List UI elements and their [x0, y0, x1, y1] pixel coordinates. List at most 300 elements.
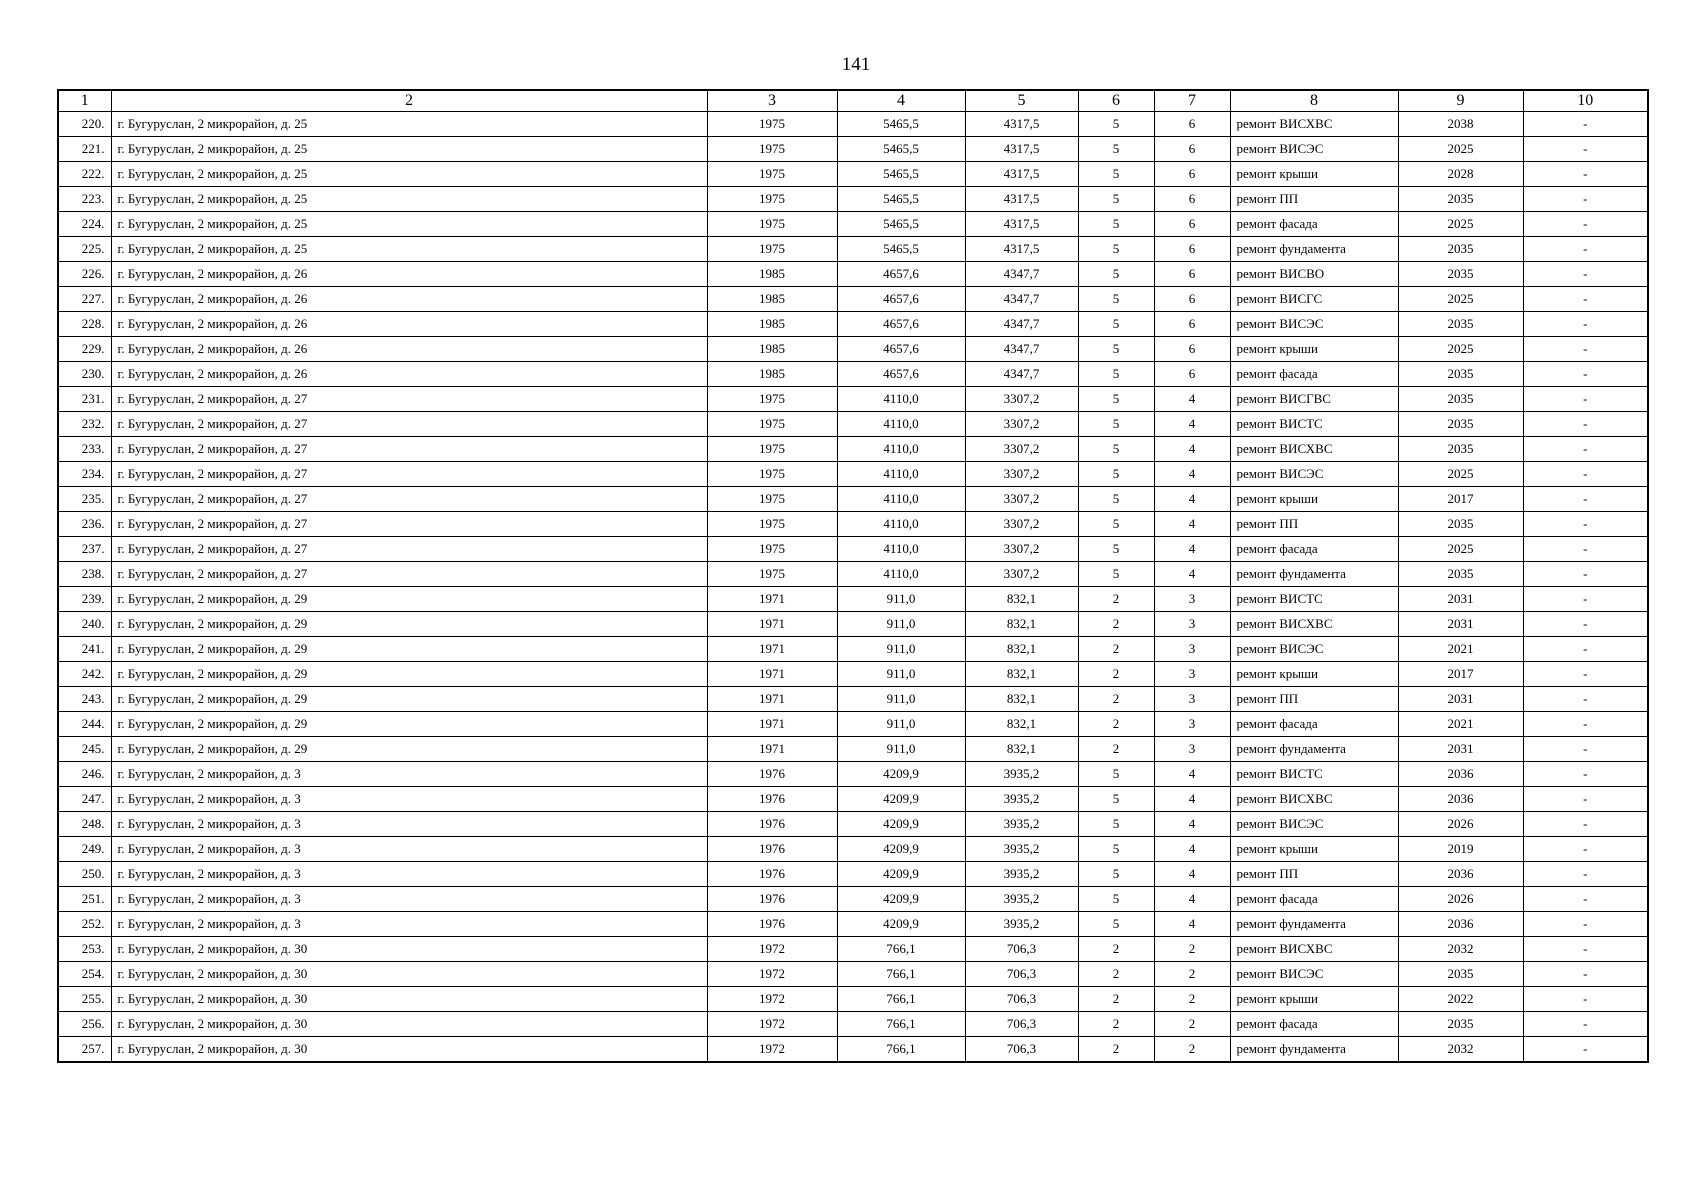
cell-floors: 2	[1078, 687, 1154, 712]
table-row	[58, 537, 1648, 562]
cell-floors: 5	[1078, 212, 1154, 237]
cell-note: -	[1523, 687, 1648, 712]
table-row	[58, 637, 1648, 662]
cell-note: -	[1523, 962, 1648, 987]
page-number: 141	[841, 54, 871, 75]
cell-entrances: 4	[1154, 537, 1230, 562]
cell-total-area: 911,0	[837, 637, 965, 662]
cell-row-number: 226.	[58, 262, 111, 287]
cell-build-year: 1985	[707, 362, 837, 387]
cell-work-type: ремонт ВИСХВС	[1230, 437, 1398, 462]
cell-work-type: ремонт ВИСЭС	[1230, 637, 1398, 662]
cell-note: -	[1523, 837, 1648, 862]
cell-row-number: 254.	[58, 962, 111, 987]
cell-entrances: 3	[1154, 712, 1230, 737]
cell-address: г. Бугуруслан, 2 микрорайон, д. 3	[111, 762, 707, 787]
cell-entrances: 6	[1154, 337, 1230, 362]
cell-planned-year: 2035	[1398, 237, 1523, 262]
table-row	[58, 562, 1648, 587]
cell-work-type: ремонт ВИСХВС	[1230, 937, 1398, 962]
cell-address: г. Бугуруслан, 2 микрорайон, д. 30	[111, 962, 707, 987]
cell-entrances: 4	[1154, 912, 1230, 937]
cell-row-number: 242.	[58, 662, 111, 687]
table-row	[58, 237, 1648, 262]
cell-total-area: 911,0	[837, 587, 965, 612]
cell-build-year: 1975	[707, 112, 837, 137]
cell-planned-year: 2035	[1398, 512, 1523, 537]
cell-build-year: 1971	[707, 587, 837, 612]
cell-entrances: 4	[1154, 512, 1230, 537]
cell-planned-year: 2017	[1398, 487, 1523, 512]
cell-floors: 5	[1078, 262, 1154, 287]
table-row	[58, 462, 1648, 487]
cell-row-number: 220.	[58, 112, 111, 137]
cell-address: г. Бугуруслан, 2 микрорайон, д. 26	[111, 287, 707, 312]
cell-work-type: ремонт ПП	[1230, 187, 1398, 212]
cell-work-type: ремонт фундамента	[1230, 737, 1398, 762]
cell-entrances: 4	[1154, 762, 1230, 787]
table-row	[58, 712, 1648, 737]
cell-floors: 5	[1078, 312, 1154, 337]
cell-build-year: 1975	[707, 487, 837, 512]
cell-build-year: 1971	[707, 662, 837, 687]
cell-floors: 5	[1078, 862, 1154, 887]
cell-planned-year: 2036	[1398, 862, 1523, 887]
cell-planned-year: 2026	[1398, 812, 1523, 837]
table-row	[58, 312, 1648, 337]
cell-total-area: 4657,6	[837, 262, 965, 287]
cell-total-area: 4110,0	[837, 487, 965, 512]
cell-build-year: 1975	[707, 562, 837, 587]
cell-work-type: ремонт ПП	[1230, 862, 1398, 887]
cell-work-type: ремонт фасада	[1230, 1012, 1398, 1037]
cell-living-area: 832,1	[965, 687, 1078, 712]
cell-address: г. Бугуруслан, 2 микрорайон, д. 29	[111, 637, 707, 662]
cell-entrances: 6	[1154, 287, 1230, 312]
column-header: 5	[965, 90, 1078, 112]
cell-address: г. Бугуруслан, 2 микрорайон, д. 29	[111, 687, 707, 712]
cell-work-type: ремонт фундамента	[1230, 1037, 1398, 1063]
table-row	[58, 262, 1648, 287]
cell-build-year: 1976	[707, 887, 837, 912]
cell-build-year: 1976	[707, 862, 837, 887]
cell-planned-year: 2025	[1398, 287, 1523, 312]
table-row	[58, 962, 1648, 987]
cell-living-area: 706,3	[965, 1037, 1078, 1063]
cell-work-type: ремонт ВИСЭС	[1230, 137, 1398, 162]
table-row	[58, 862, 1648, 887]
cell-row-number: 228.	[58, 312, 111, 337]
table-row	[58, 112, 1648, 137]
cell-work-type: ремонт ПП	[1230, 512, 1398, 537]
cell-row-number: 245.	[58, 737, 111, 762]
table-row	[58, 887, 1648, 912]
cell-floors: 2	[1078, 737, 1154, 762]
cell-total-area: 5465,5	[837, 137, 965, 162]
cell-note: -	[1523, 912, 1648, 937]
cell-note: -	[1523, 612, 1648, 637]
cell-total-area: 4110,0	[837, 437, 965, 462]
table-row	[58, 1012, 1648, 1037]
table-row	[58, 937, 1648, 962]
cell-total-area: 4657,6	[837, 362, 965, 387]
cell-note: -	[1523, 637, 1648, 662]
cell-entrances: 4	[1154, 462, 1230, 487]
cell-build-year: 1971	[707, 712, 837, 737]
cell-entrances: 4	[1154, 412, 1230, 437]
table-row	[58, 837, 1648, 862]
cell-build-year: 1975	[707, 437, 837, 462]
cell-work-type: ремонт ВИСГВС	[1230, 387, 1398, 412]
cell-build-year: 1975	[707, 187, 837, 212]
cell-address: г. Бугуруслан, 2 микрорайон, д. 29	[111, 587, 707, 612]
cell-row-number: 248.	[58, 812, 111, 837]
cell-build-year: 1976	[707, 912, 837, 937]
table-row	[58, 412, 1648, 437]
cell-work-type: ремонт ВИСТС	[1230, 587, 1398, 612]
cell-floors: 5	[1078, 412, 1154, 437]
table-row	[58, 512, 1648, 537]
cell-row-number: 225.	[58, 237, 111, 262]
cell-build-year: 1985	[707, 312, 837, 337]
cell-planned-year: 2025	[1398, 462, 1523, 487]
cell-work-type: ремонт ВИСТС	[1230, 412, 1398, 437]
cell-work-type: ремонт ВИСХВС	[1230, 112, 1398, 137]
cell-work-type: ремонт ВИСВО	[1230, 262, 1398, 287]
cell-planned-year: 2026	[1398, 887, 1523, 912]
cell-address: г. Бугуруслан, 2 микрорайон, д. 25	[111, 237, 707, 262]
cell-address: г. Бугуруслан, 2 микрорайон, д. 27	[111, 387, 707, 412]
cell-row-number: 229.	[58, 337, 111, 362]
cell-entrances: 4	[1154, 862, 1230, 887]
cell-entrances: 6	[1154, 212, 1230, 237]
cell-build-year: 1971	[707, 737, 837, 762]
cell-total-area: 4657,6	[837, 287, 965, 312]
cell-floors: 5	[1078, 337, 1154, 362]
cell-entrances: 4	[1154, 812, 1230, 837]
cell-planned-year: 2038	[1398, 112, 1523, 137]
cell-entrances: 6	[1154, 137, 1230, 162]
cell-entrances: 6	[1154, 362, 1230, 387]
cell-floors: 5	[1078, 187, 1154, 212]
cell-total-area: 4209,9	[837, 762, 965, 787]
cell-living-area: 3307,2	[965, 412, 1078, 437]
cell-work-type: ремонт фасада	[1230, 887, 1398, 912]
cell-living-area: 3307,2	[965, 462, 1078, 487]
cell-note: -	[1523, 987, 1648, 1012]
cell-row-number: 224.	[58, 212, 111, 237]
cell-address: г. Бугуруслан, 2 микрорайон, д. 25	[111, 162, 707, 187]
cell-floors: 5	[1078, 487, 1154, 512]
cell-planned-year: 2032	[1398, 937, 1523, 962]
cell-entrances: 6	[1154, 312, 1230, 337]
cell-living-area: 4347,7	[965, 312, 1078, 337]
table-row	[58, 612, 1648, 637]
cell-work-type: ремонт фасада	[1230, 537, 1398, 562]
cell-row-number: 250.	[58, 862, 111, 887]
cell-planned-year: 2025	[1398, 337, 1523, 362]
table-row	[58, 337, 1648, 362]
cell-note: -	[1523, 262, 1648, 287]
cell-entrances: 3	[1154, 612, 1230, 637]
cell-address: г. Бугуруслан, 2 микрорайон, д. 25	[111, 187, 707, 212]
cell-note: -	[1523, 312, 1648, 337]
cell-row-number: 239.	[58, 587, 111, 612]
cell-work-type: ремонт ВИСГС	[1230, 287, 1398, 312]
table-row	[58, 812, 1648, 837]
cell-build-year: 1985	[707, 287, 837, 312]
cell-living-area: 3935,2	[965, 912, 1078, 937]
cell-build-year: 1972	[707, 987, 837, 1012]
cell-build-year: 1975	[707, 212, 837, 237]
cell-planned-year: 2036	[1398, 787, 1523, 812]
cell-planned-year: 2035	[1398, 362, 1523, 387]
cell-work-type: ремонт ВИСТС	[1230, 762, 1398, 787]
cell-row-number: 235.	[58, 487, 111, 512]
cell-row-number: 234.	[58, 462, 111, 487]
cell-note: -	[1523, 412, 1648, 437]
cell-build-year: 1972	[707, 1012, 837, 1037]
cell-total-area: 766,1	[837, 937, 965, 962]
column-header: 9	[1398, 90, 1523, 112]
cell-planned-year: 2025	[1398, 212, 1523, 237]
cell-row-number: 240.	[58, 612, 111, 637]
cell-living-area: 3935,2	[965, 787, 1078, 812]
cell-living-area: 4317,5	[965, 162, 1078, 187]
table-row	[58, 212, 1648, 237]
cell-total-area: 4209,9	[837, 812, 965, 837]
cell-address: г. Бугуруслан, 2 микрорайон, д. 26	[111, 362, 707, 387]
cell-row-number: 256.	[58, 1012, 111, 1037]
cell-build-year: 1976	[707, 812, 837, 837]
cell-work-type: ремонт ПП	[1230, 687, 1398, 712]
cell-work-type: ремонт ВИСХВС	[1230, 612, 1398, 637]
table-row	[58, 787, 1648, 812]
cell-address: г. Бугуруслан, 2 микрорайон, д. 27	[111, 437, 707, 462]
cell-entrances: 6	[1154, 187, 1230, 212]
cell-work-type: ремонт фундамента	[1230, 912, 1398, 937]
cell-address: г. Бугуруслан, 2 микрорайон, д. 27	[111, 562, 707, 587]
cell-total-area: 766,1	[837, 1012, 965, 1037]
cell-work-type: ремонт ВИСЭС	[1230, 812, 1398, 837]
cell-address: г. Бугуруслан, 2 микрорайон, д. 30	[111, 1037, 707, 1063]
cell-total-area: 4657,6	[837, 337, 965, 362]
cell-floors: 2	[1078, 587, 1154, 612]
cell-entrances: 4	[1154, 387, 1230, 412]
table-row	[58, 287, 1648, 312]
cell-build-year: 1971	[707, 637, 837, 662]
cell-build-year: 1972	[707, 937, 837, 962]
cell-floors: 5	[1078, 137, 1154, 162]
cell-note: -	[1523, 537, 1648, 562]
table-body	[58, 112, 1648, 1063]
cell-address: г. Бугуруслан, 2 микрорайон, д. 26	[111, 312, 707, 337]
cell-planned-year: 2022	[1398, 987, 1523, 1012]
cell-total-area: 911,0	[837, 687, 965, 712]
cell-living-area: 832,1	[965, 712, 1078, 737]
cell-floors: 2	[1078, 1012, 1154, 1037]
cell-address: г. Бугуруслан, 2 микрорайон, д. 27	[111, 512, 707, 537]
cell-total-area: 911,0	[837, 612, 965, 637]
cell-planned-year: 2035	[1398, 187, 1523, 212]
cell-note: -	[1523, 187, 1648, 212]
cell-entrances: 2	[1154, 1012, 1230, 1037]
cell-planned-year: 2019	[1398, 837, 1523, 862]
cell-living-area: 832,1	[965, 637, 1078, 662]
cell-floors: 5	[1078, 387, 1154, 412]
cell-floors: 5	[1078, 162, 1154, 187]
cell-work-type: ремонт ВИСЭС	[1230, 312, 1398, 337]
cell-planned-year: 2017	[1398, 662, 1523, 687]
cell-note: -	[1523, 512, 1648, 537]
cell-living-area: 3307,2	[965, 512, 1078, 537]
cell-address: г. Бугуруслан, 2 микрорайон, д. 3	[111, 912, 707, 937]
cell-build-year: 1971	[707, 687, 837, 712]
cell-entrances: 3	[1154, 587, 1230, 612]
cell-row-number: 252.	[58, 912, 111, 937]
cell-build-year: 1976	[707, 837, 837, 862]
cell-entrances: 4	[1154, 487, 1230, 512]
cell-total-area: 766,1	[837, 1037, 965, 1063]
cell-total-area: 5465,5	[837, 187, 965, 212]
cell-row-number: 253.	[58, 937, 111, 962]
cell-entrances: 2	[1154, 987, 1230, 1012]
table-row	[58, 162, 1648, 187]
cell-living-area: 3935,2	[965, 837, 1078, 862]
cell-note: -	[1523, 587, 1648, 612]
cell-note: -	[1523, 162, 1648, 187]
cell-row-number: 255.	[58, 987, 111, 1012]
table-row	[58, 762, 1648, 787]
cell-total-area: 766,1	[837, 987, 965, 1012]
cell-row-number: 233.	[58, 437, 111, 462]
cell-work-type: ремонт фасада	[1230, 362, 1398, 387]
cell-work-type: ремонт крыши	[1230, 162, 1398, 187]
cell-row-number: 246.	[58, 762, 111, 787]
cell-work-type: ремонт фасада	[1230, 212, 1398, 237]
cell-total-area: 766,1	[837, 962, 965, 987]
cell-total-area: 4110,0	[837, 537, 965, 562]
cell-address: г. Бугуруслан, 2 микрорайон, д. 30	[111, 937, 707, 962]
cell-build-year: 1975	[707, 537, 837, 562]
cell-floors: 2	[1078, 712, 1154, 737]
cell-entrances: 2	[1154, 962, 1230, 987]
cell-address: г. Бугуруслан, 2 микрорайон, д. 27	[111, 462, 707, 487]
cell-build-year: 1975	[707, 162, 837, 187]
cell-build-year: 1985	[707, 337, 837, 362]
cell-living-area: 4347,7	[965, 362, 1078, 387]
cell-planned-year: 2035	[1398, 1012, 1523, 1037]
cell-floors: 5	[1078, 837, 1154, 862]
cell-total-area: 911,0	[837, 712, 965, 737]
cell-floors: 5	[1078, 237, 1154, 262]
column-header: 7	[1154, 90, 1230, 112]
cell-entrances: 3	[1154, 687, 1230, 712]
column-header: 8	[1230, 90, 1398, 112]
cell-floors: 2	[1078, 1037, 1154, 1063]
table-row	[58, 137, 1648, 162]
cell-living-area: 832,1	[965, 612, 1078, 637]
cell-address: г. Бугуруслан, 2 микрорайон, д. 27	[111, 537, 707, 562]
cell-row-number: 231.	[58, 387, 111, 412]
cell-entrances: 4	[1154, 887, 1230, 912]
cell-address: г. Бугуруслан, 2 микрорайон, д. 3	[111, 787, 707, 812]
cell-row-number: 257.	[58, 1037, 111, 1063]
cell-entrances: 6	[1154, 262, 1230, 287]
cell-living-area: 4347,7	[965, 262, 1078, 287]
cell-work-type: ремонт ВИСЭС	[1230, 462, 1398, 487]
cell-living-area: 4317,5	[965, 187, 1078, 212]
cell-planned-year: 2035	[1398, 962, 1523, 987]
cell-address: г. Бугуруслан, 2 микрорайон, д. 29	[111, 662, 707, 687]
cell-planned-year: 2031	[1398, 587, 1523, 612]
cell-planned-year: 2035	[1398, 262, 1523, 287]
table-header	[58, 90, 1648, 112]
cell-note: -	[1523, 562, 1648, 587]
cell-floors: 5	[1078, 762, 1154, 787]
cell-floors: 5	[1078, 362, 1154, 387]
column-header: 1	[58, 90, 111, 112]
cell-note: -	[1523, 387, 1648, 412]
cell-work-type: ремонт ВИСЭС	[1230, 962, 1398, 987]
cell-row-number: 222.	[58, 162, 111, 187]
table-row	[58, 362, 1648, 387]
cell-address: г. Бугуруслан, 2 микрорайон, д. 25	[111, 212, 707, 237]
table-row	[58, 487, 1648, 512]
cell-planned-year: 2032	[1398, 1037, 1523, 1063]
cell-row-number: 230.	[58, 362, 111, 387]
cell-living-area: 4317,5	[965, 112, 1078, 137]
cell-planned-year: 2031	[1398, 687, 1523, 712]
cell-planned-year: 2035	[1398, 387, 1523, 412]
cell-total-area: 4110,0	[837, 562, 965, 587]
cell-build-year: 1975	[707, 512, 837, 537]
cell-floors: 5	[1078, 812, 1154, 837]
cell-entrances: 6	[1154, 162, 1230, 187]
cell-row-number: 227.	[58, 287, 111, 312]
cell-total-area: 5465,5	[837, 237, 965, 262]
cell-living-area: 4347,7	[965, 287, 1078, 312]
cell-living-area: 3935,2	[965, 887, 1078, 912]
column-header: 3	[707, 90, 837, 112]
cell-entrances: 4	[1154, 787, 1230, 812]
cell-living-area: 706,3	[965, 987, 1078, 1012]
cell-floors: 2	[1078, 637, 1154, 662]
cell-note: -	[1523, 937, 1648, 962]
cell-address: г. Бугуруслан, 2 микрорайон, д. 3	[111, 887, 707, 912]
cell-address: г. Бугуруслан, 2 микрорайон, д. 30	[111, 987, 707, 1012]
cell-total-area: 4209,9	[837, 912, 965, 937]
cell-planned-year: 2021	[1398, 637, 1523, 662]
cell-floors: 5	[1078, 537, 1154, 562]
cell-entrances: 4	[1154, 437, 1230, 462]
table-row	[58, 437, 1648, 462]
cell-total-area: 4209,9	[837, 887, 965, 912]
cell-build-year: 1976	[707, 787, 837, 812]
cell-entrances: 6	[1154, 237, 1230, 262]
cell-total-area: 5465,5	[837, 112, 965, 137]
cell-build-year: 1972	[707, 1037, 837, 1063]
cell-work-type: ремонт крыши	[1230, 487, 1398, 512]
cell-living-area: 706,3	[965, 937, 1078, 962]
cell-entrances: 3	[1154, 662, 1230, 687]
table-row	[58, 912, 1648, 937]
cell-row-number: 243.	[58, 687, 111, 712]
column-header: 4	[837, 90, 965, 112]
cell-address: г. Бугуруслан, 2 микрорайон, д. 29	[111, 612, 707, 637]
column-header: 10	[1523, 90, 1648, 112]
cell-entrances: 2	[1154, 1037, 1230, 1063]
